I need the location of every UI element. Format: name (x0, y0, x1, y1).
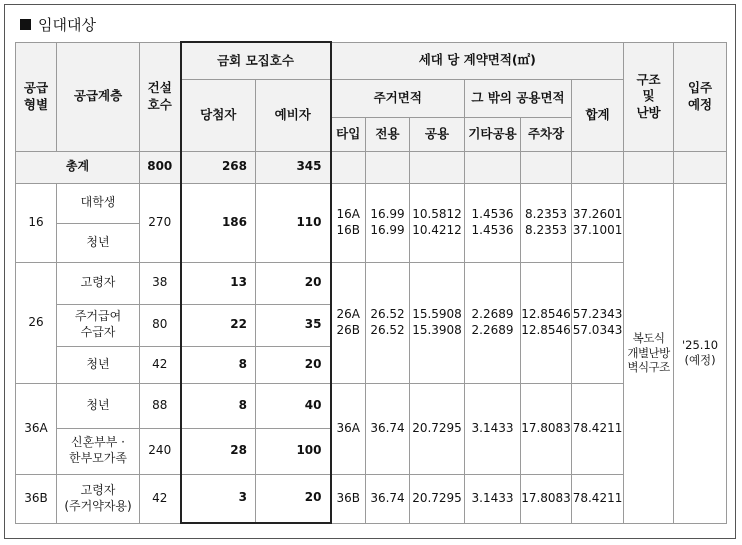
type-cell: 16A 16B (331, 183, 366, 262)
built-cell: 42 (140, 346, 181, 383)
table-row (16, 383, 727, 428)
total-reserve: 345 (256, 151, 331, 183)
diagonal-cell (521, 151, 572, 183)
other-shared-cell: 3.1433 (465, 474, 521, 523)
section-title (20, 14, 96, 35)
supply-class-cell: 주거급여 수급자 (57, 304, 140, 346)
total-area-cell: 37.2601 37.1001 (572, 183, 624, 262)
built-cell: 38 (140, 262, 181, 304)
header-move-in: 입주 예정 (674, 42, 727, 151)
supply-class-cell: 고령자 (주거약자용) (57, 474, 140, 523)
diagonal-cell (624, 151, 674, 183)
header-reserve: 예비자 (256, 79, 331, 151)
reserve-cell: 100 (256, 428, 331, 474)
diagonal-cell (331, 151, 366, 183)
reserve-cell: 20 (256, 474, 331, 523)
total-area-cell: 57.2343 57.0343 (572, 262, 624, 383)
supply-class-cell: 청년 (57, 383, 140, 428)
reserve-cell: 40 (256, 383, 331, 428)
header-other-common: 그 밖의 공용면적 (465, 79, 572, 117)
square-bullet-icon (20, 19, 31, 30)
parking-cell: 12.8546 12.8546 (521, 262, 572, 383)
reserve-cell: 20 (256, 346, 331, 383)
built-cell: 88 (140, 383, 181, 428)
diagonal-cell (674, 151, 727, 183)
table-row (16, 183, 727, 223)
header-winner: 당첨자 (181, 79, 256, 151)
winner-cell: 13 (181, 262, 256, 304)
other-shared-cell: 2.2689 2.2689 (465, 262, 521, 383)
common-cell: 10.5812 10.4212 (410, 183, 465, 262)
built-cell: 240 (140, 428, 181, 474)
supply-class-cell: 고령자 (57, 262, 140, 304)
header-type: 타입 (331, 117, 366, 151)
rental-target-table (15, 41, 727, 524)
diagonal-cell (465, 151, 521, 183)
supply-type-cell: 36B (16, 474, 57, 523)
exclusive-cell: 26.52 26.52 (366, 262, 410, 383)
reserve-cell: 35 (256, 304, 331, 346)
total-built: 800 (140, 151, 181, 183)
other-shared-cell: 1.4536 1.4536 (465, 183, 521, 262)
table-row (16, 262, 727, 304)
type-cell: 26A 26B (331, 262, 366, 383)
total-winner: 268 (181, 151, 256, 183)
winner-cell: 8 (181, 346, 256, 383)
winner-cell: 22 (181, 304, 256, 346)
exclusive-cell: 16.99 16.99 (366, 183, 410, 262)
winner-cell: 186 (181, 183, 256, 262)
winner-cell: 8 (181, 383, 256, 428)
other-shared-cell: 3.1433 (465, 383, 521, 474)
header-structure: 구조 및 난방 (624, 42, 674, 151)
diagonal-cell (410, 151, 465, 183)
header-supply-class: 공급계층 (57, 42, 140, 151)
reserve-cell: 20 (256, 262, 331, 304)
header-exclusive: 전용 (366, 117, 410, 151)
header-common: 공용 (410, 117, 465, 151)
header-total: 합계 (572, 79, 624, 151)
winner-cell: 3 (181, 474, 256, 523)
type-cell: 36A (331, 383, 366, 474)
header-recruit: 금회 모집호수 (181, 42, 331, 79)
supply-class-cell: 대학생 (57, 183, 140, 223)
diagonal-cell (366, 151, 410, 183)
section-title-text: 임대대상 (38, 16, 96, 34)
built-cell: 42 (140, 474, 181, 523)
header-area-per-unit: 세대 당 계약면적(㎡) (331, 42, 624, 79)
supply-class-cell: 청년 (57, 223, 140, 262)
common-cell: 20.7295 (410, 474, 465, 523)
header-supply-type: 공급 형별 (16, 42, 57, 151)
header-other-shared: 기타공용 (465, 117, 521, 151)
winner-cell: 28 (181, 428, 256, 474)
supply-class-cell: 청년 (57, 346, 140, 383)
header-built-units: 건설 호수 (140, 42, 181, 151)
parking-cell: 17.8083 (521, 474, 572, 523)
structure-cell: 복도식 개별난방 벽식구조 (624, 183, 674, 523)
built-cell: 80 (140, 304, 181, 346)
table-row (16, 474, 727, 523)
total-label: 총계 (16, 151, 140, 183)
common-cell: 15.5908 15.3908 (410, 262, 465, 383)
total-area-cell: 78.4211 (572, 383, 624, 474)
common-cell: 20.7295 (410, 383, 465, 474)
parking-cell: 8.2353 8.2353 (521, 183, 572, 262)
diagonal-cell (572, 151, 624, 183)
reserve-cell: 110 (256, 183, 331, 262)
move-in-cell: '25.10 (예정) (674, 183, 727, 523)
type-cell: 36B (331, 474, 366, 523)
exclusive-cell: 36.74 (366, 474, 410, 523)
exclusive-cell: 36.74 (366, 383, 410, 474)
supply-class-cell: 신혼부부 · 한부모가족 (57, 428, 140, 474)
supply-type-cell: 16 (16, 183, 57, 262)
header-residential-area: 주거면적 (331, 79, 465, 117)
total-area-cell: 78.4211 (572, 474, 624, 523)
header-parking: 주차장 (521, 117, 572, 151)
built-cell: 270 (140, 183, 181, 262)
supply-type-cell: 36A (16, 383, 57, 474)
parking-cell: 17.8083 (521, 383, 572, 474)
supply-type-cell: 26 (16, 262, 57, 383)
